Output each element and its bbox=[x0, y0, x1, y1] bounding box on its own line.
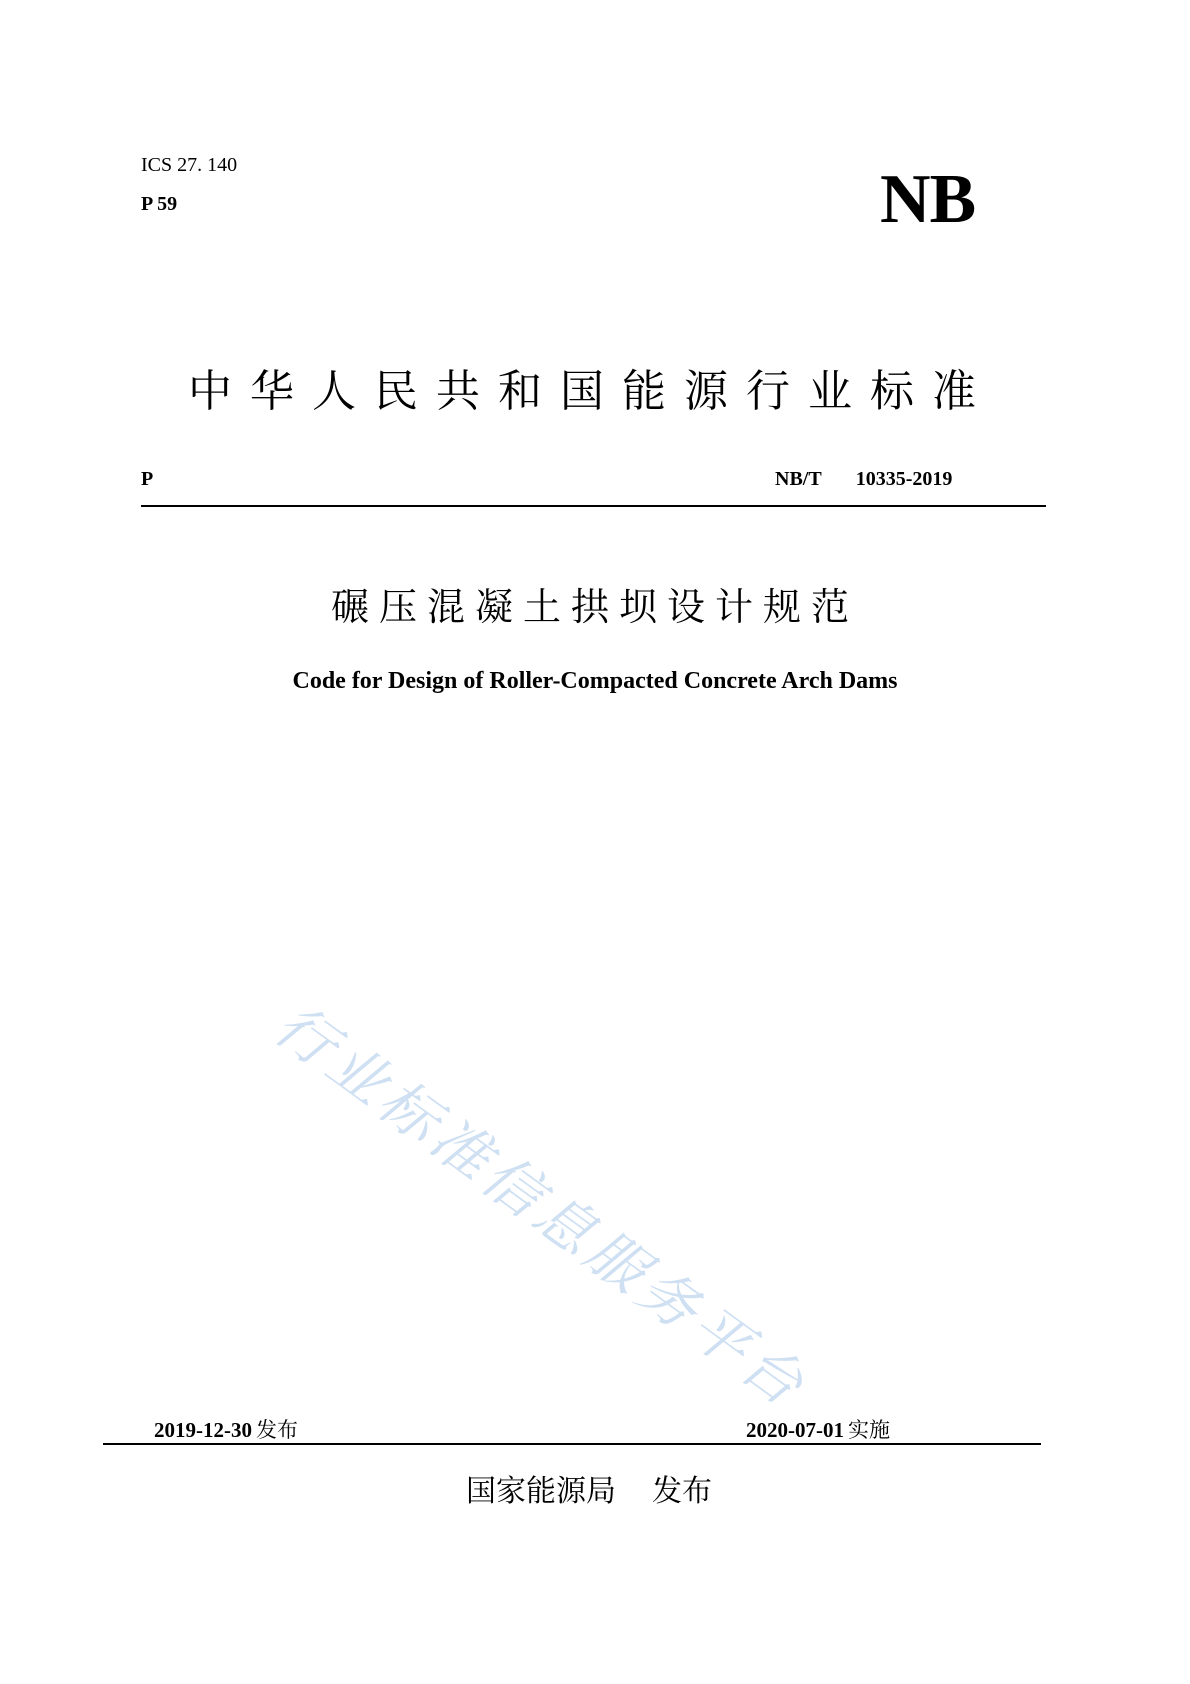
issue-date-value: 2019-12-30 bbox=[154, 1418, 252, 1442]
standard-number-value: 10335-2019 bbox=[855, 468, 953, 490]
ics-code: ICS 27. 140 bbox=[141, 154, 238, 176]
standard-number-prefix: NB/T bbox=[775, 468, 822, 490]
issuer-action: 发布 bbox=[652, 1474, 712, 1509]
title-english: Code for Design of Roller-Compacted Concrete Arch Dams bbox=[292, 668, 898, 694]
standard-number bbox=[775, 468, 952, 491]
effective-date-label: 实施 bbox=[848, 1418, 890, 1442]
watermark: 行业标准信息服务平台 bbox=[262, 990, 821, 1422]
effective-date-value: 2020-07-01 bbox=[746, 1418, 844, 1442]
filing-code: P bbox=[141, 468, 154, 490]
nb-standard-mark: NB bbox=[880, 161, 976, 238]
issuer-line bbox=[466, 1466, 712, 1510]
title-chinese: 碾压混凝土拱坝设计规范 bbox=[330, 585, 859, 629]
bottom-divider bbox=[103, 1443, 1041, 1445]
effective-date bbox=[746, 1414, 890, 1444]
issue-date-label: 发布 bbox=[256, 1418, 298, 1442]
standard-category-heading: 中华人民共和国能源行业标准 bbox=[188, 366, 994, 417]
ccs-code: P 59 bbox=[141, 193, 178, 215]
issuer-name: 国家能源局 bbox=[466, 1474, 616, 1509]
issue-date bbox=[154, 1414, 298, 1444]
top-divider bbox=[141, 505, 1046, 507]
